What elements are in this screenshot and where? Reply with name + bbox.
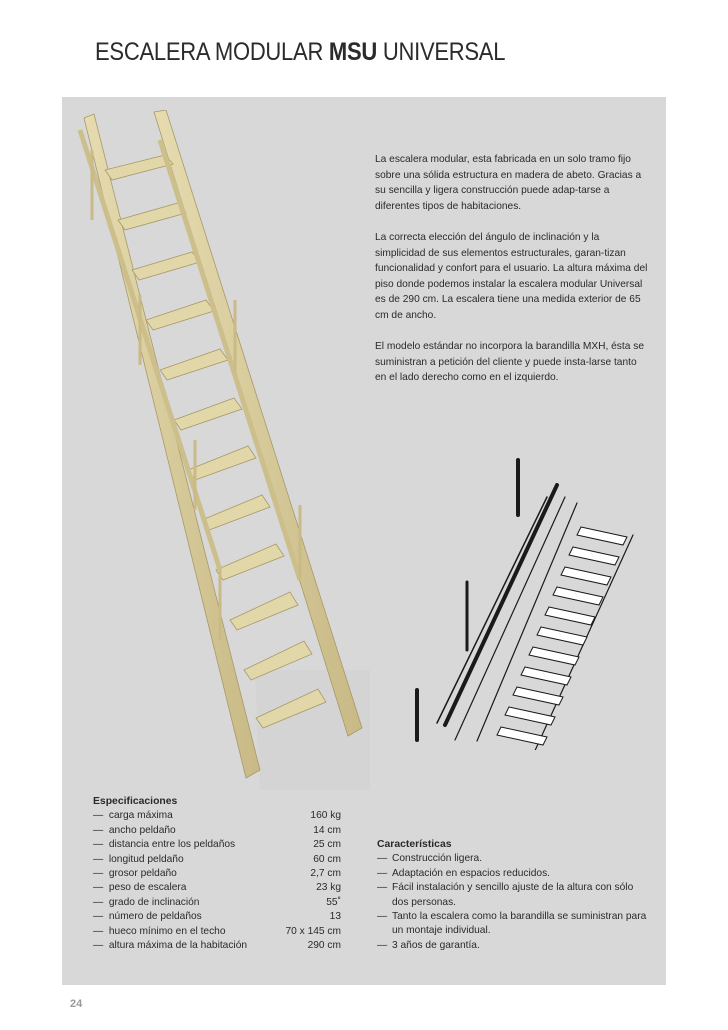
- spec-value: 290 cm: [307, 940, 341, 952]
- description: [375, 152, 650, 402]
- feature-item: — Adaptación en espacios reducidos.: [377, 867, 647, 881]
- spec-row: [93, 939, 341, 953]
- spec-value: 14 cm: [313, 824, 341, 836]
- spec-label: — ancho peldaño: [93, 824, 176, 838]
- spec-label: — altura máxima de la habitación: [93, 939, 247, 953]
- page-number: 24: [70, 998, 83, 1010]
- spec-value: 13: [329, 911, 341, 923]
- spec-row: [93, 824, 341, 838]
- spec-value: 70 x 145 cm: [285, 925, 341, 937]
- spec-row: [93, 896, 341, 910]
- title-prefix: ESCALERA MODULAR: [95, 38, 329, 66]
- spec-label: — longitud peldaño: [93, 853, 184, 867]
- spec-row: [93, 910, 341, 924]
- feature-item: — 3 años de garantía.: [377, 939, 647, 953]
- title-suffix: UNIVERSAL: [377, 38, 506, 66]
- spec-value: 160 kg: [310, 810, 341, 822]
- features-list: [377, 852, 647, 953]
- spec-label: — peso de escalera: [93, 881, 186, 895]
- spec-label: — carga máxima: [93, 809, 173, 823]
- description-paragraph: La correcta elección del ángulo de inclinación y la simplicidad de sus elementos estructurales, garan-tizan funcionalidad y confort para el usuario. La altura máxima del piso donde podemos instalar la escalera modular Universal es de 290 cm. La escalera tiene una medida exterior de 65 cm de ancho.: [375, 231, 648, 321]
- feature-item: — Tanto la escalera como la barandilla se suministran para un montaje individual.: [377, 910, 647, 939]
- spec-value: 2,7 cm: [310, 868, 341, 880]
- spec-label: — hueco mínimo en el techo: [93, 925, 226, 939]
- spec-row: [93, 809, 341, 823]
- spec-value: 60 cm: [313, 853, 341, 865]
- specs-heading: Especificaciones: [93, 796, 178, 807]
- spec-row: [93, 853, 341, 867]
- stair-line-drawing: [405, 455, 650, 750]
- wooden-stair-photo: [70, 110, 370, 790]
- specs-list: [93, 809, 341, 953]
- spec-value: 25 cm: [313, 839, 341, 851]
- page-title: [95, 38, 505, 67]
- features: [377, 838, 647, 953]
- spec-value: 23 kg: [316, 882, 341, 894]
- feature-item: — Construcción ligera.: [377, 852, 647, 866]
- spec-label: — distancia entre los peldaños: [93, 838, 235, 852]
- spec-row: [93, 925, 341, 939]
- spec-label: — grosor peldaño: [93, 867, 177, 881]
- spec-row: [93, 881, 341, 895]
- spec-row: [93, 867, 341, 881]
- feature-item: — Fácil instalación y sencillo ajuste de la altura con sólo dos personas.: [377, 881, 647, 910]
- spec-label: — grado de inclinación: [93, 896, 199, 910]
- spec-row: [93, 838, 341, 852]
- description-paragraph: La escalera modular, esta fabricada en un solo tramo fijo sobre una sólida estructura en madera de abeto. Gracias a su sencilla y ligera construcción puede adap-tarse a diferentes tipos de habitaciones.: [375, 154, 642, 212]
- description-paragraph: El modelo estándar no incorpora la barandilla MXH, ésta se suministran a petición del cliente y puede insta-larse tanto en el lado derecho como en el izquierdo.: [375, 341, 644, 384]
- features-heading: Características: [377, 839, 452, 850]
- title-model: MSU: [328, 38, 378, 66]
- specifications: [93, 795, 341, 953]
- spec-value: 55˚: [326, 896, 341, 908]
- spec-label: — número de peldaños: [93, 910, 202, 924]
